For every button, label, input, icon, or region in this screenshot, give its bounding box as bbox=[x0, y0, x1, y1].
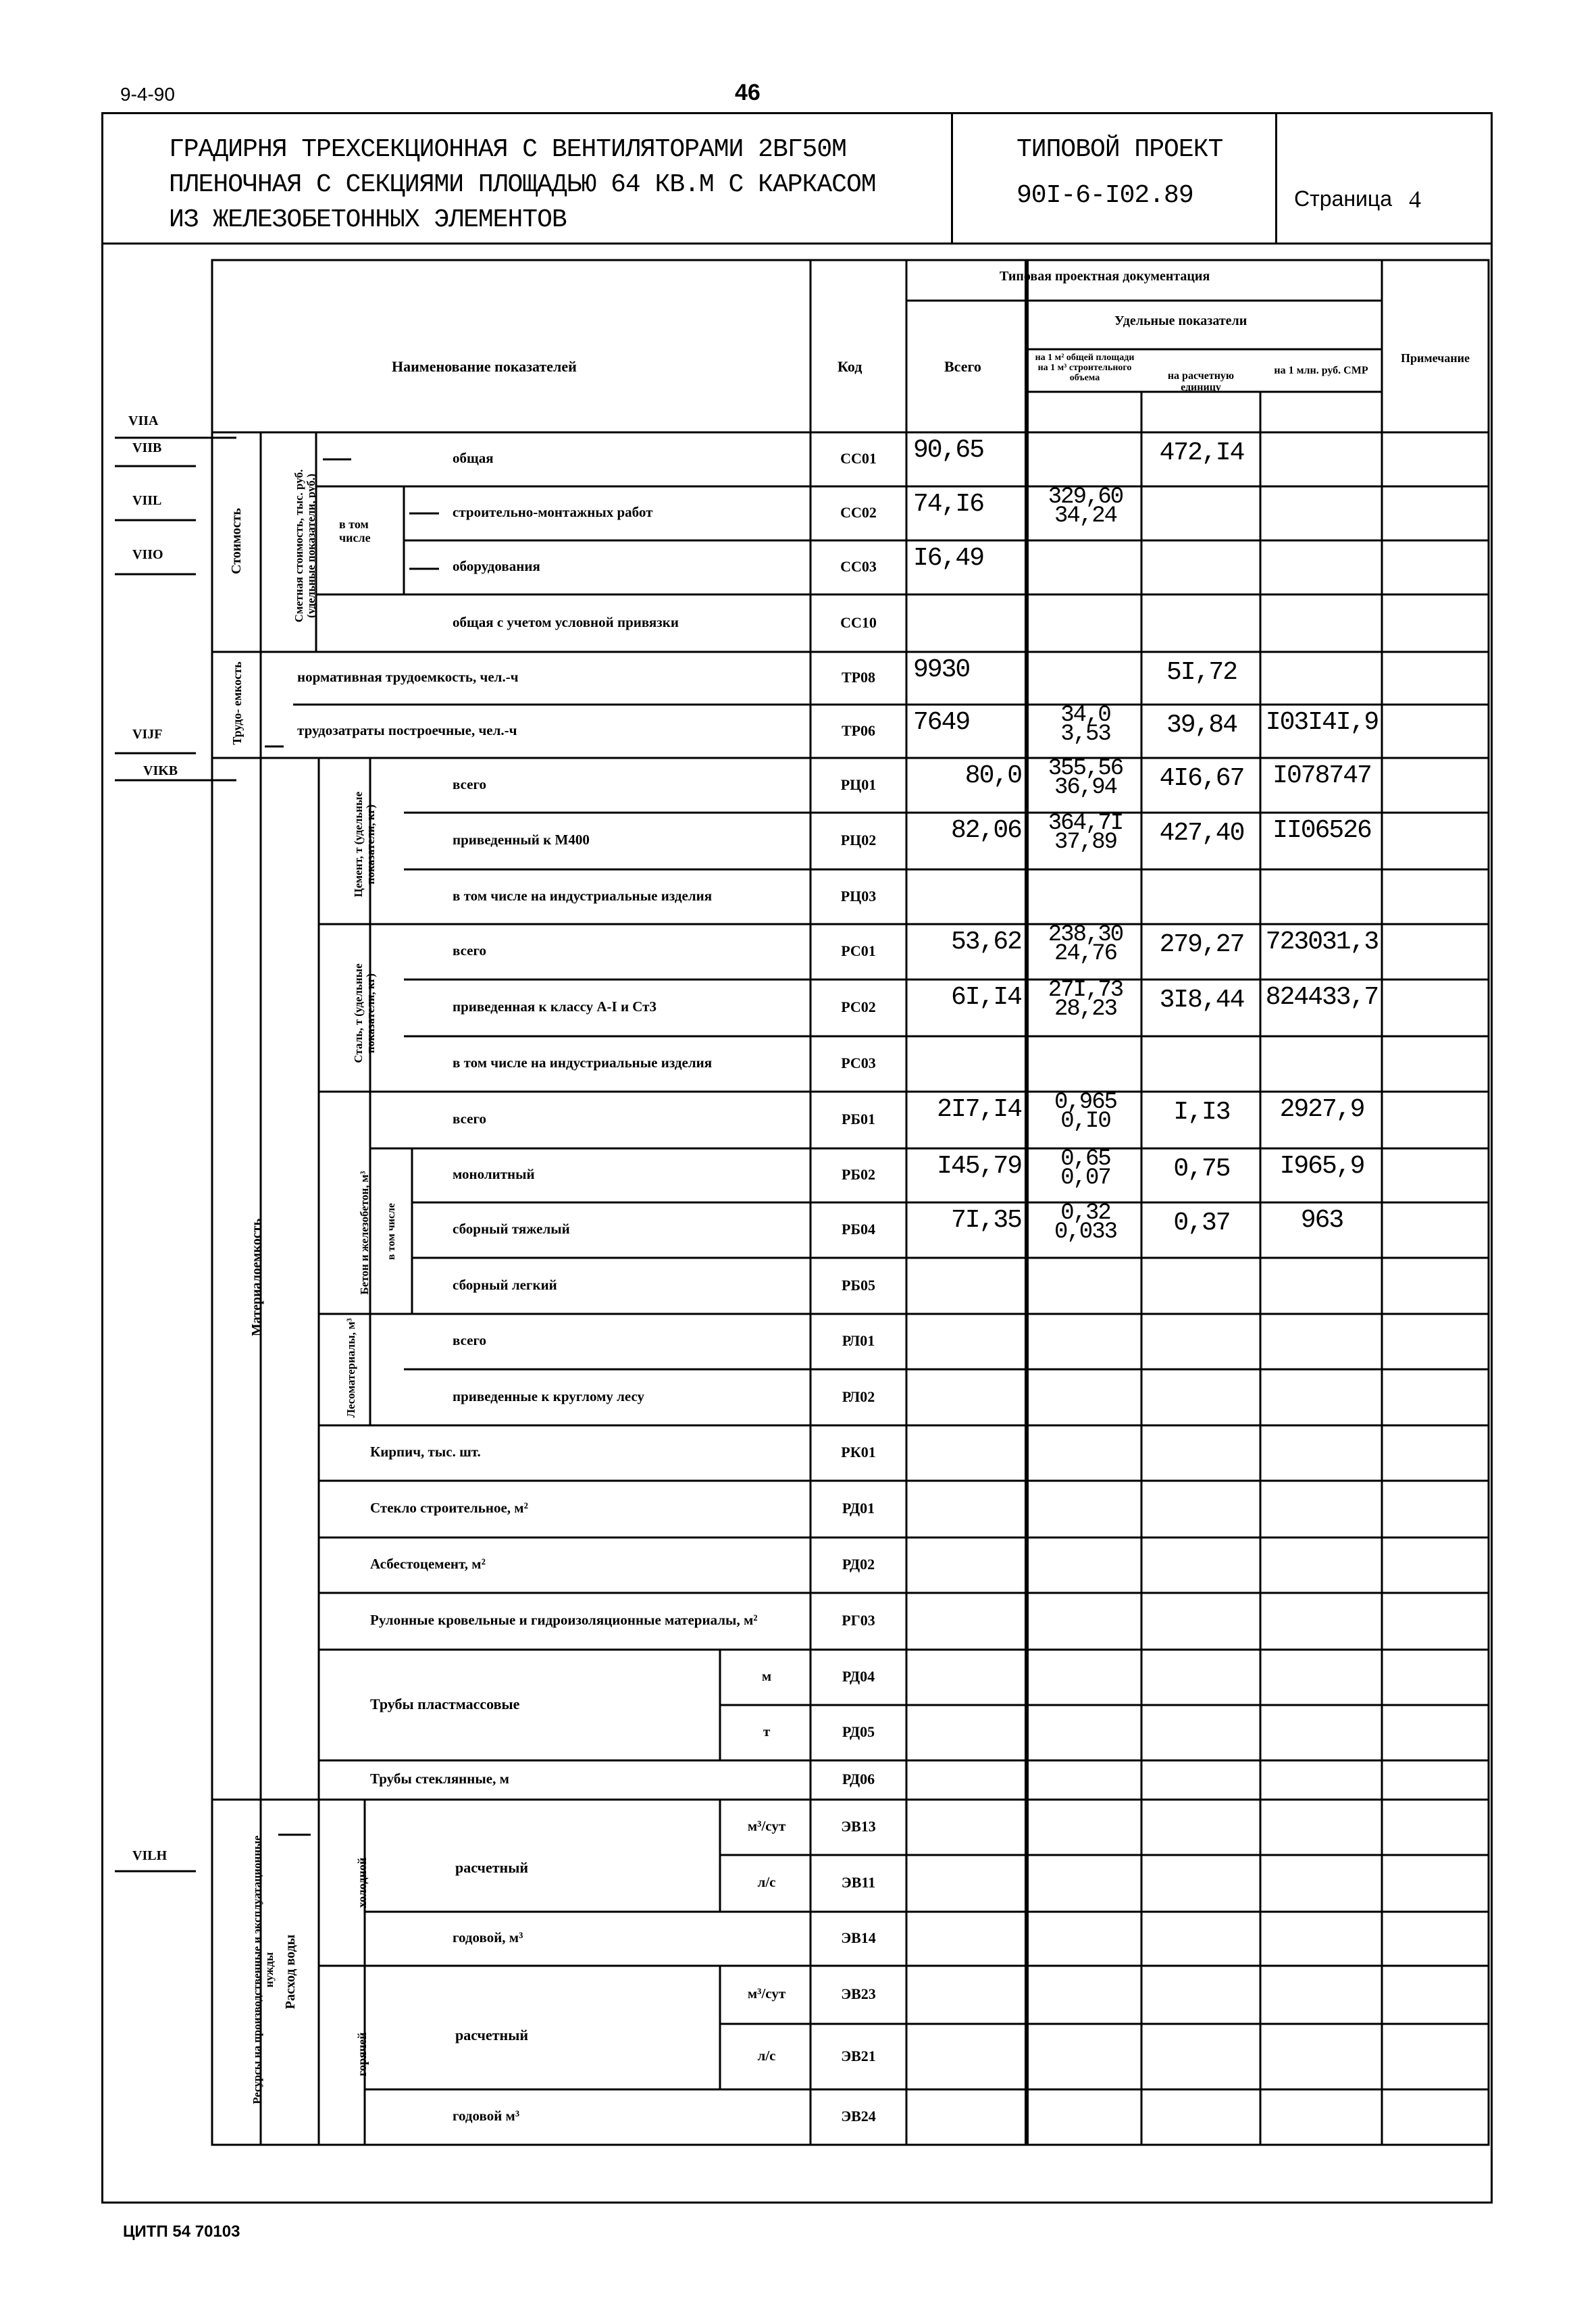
row-code: РС01 bbox=[841, 942, 876, 959]
group-water: Расход воды bbox=[283, 1934, 298, 2010]
col-total: Всего bbox=[944, 358, 981, 375]
row-code: РБ02 bbox=[842, 1166, 875, 1183]
row-code: СС10 bbox=[840, 613, 877, 631]
margin-code-viio: VIIO bbox=[132, 547, 163, 562]
row-total: 7649 bbox=[913, 708, 970, 737]
sheet-number: 46 bbox=[735, 80, 761, 105]
row-total: I45,79 bbox=[937, 1152, 1021, 1181]
row-name: монолитный bbox=[453, 1166, 535, 1182]
col-note: Примечание bbox=[1400, 351, 1470, 365]
row-name: приведенные к круглому лесу bbox=[453, 1388, 645, 1404]
margin-code-viil: VIIL bbox=[132, 493, 162, 508]
row-total: 6I,I4 bbox=[950, 983, 1021, 1012]
row-per-mln: 2927,9 bbox=[1279, 1095, 1364, 1124]
row-name: м³/сут bbox=[747, 1818, 786, 1834]
row-name: сборный тяжелый bbox=[453, 1221, 570, 1237]
row-per-mln: I965,9 bbox=[1279, 1152, 1364, 1181]
row-code: РЦ02 bbox=[840, 832, 877, 848]
row-code: ЭВ13 bbox=[841, 1818, 876, 1835]
page-label: Страница bbox=[1294, 186, 1393, 211]
group-cold: холодной bbox=[355, 1857, 369, 1908]
plastic-pipes-label: Трубы пластмассовые bbox=[370, 1696, 520, 1712]
group-cost-sub: Сметная стоимость, тыс. руб. (удельные показатели, руб.) bbox=[292, 469, 317, 623]
row-code: ЭВ24 bbox=[841, 2108, 876, 2125]
row-per-m2: 238,30 24,76 bbox=[1048, 922, 1123, 967]
group-timber: Лесоматериалы, м³ bbox=[344, 1318, 357, 1418]
row-name: приведенный к М400 bbox=[453, 832, 590, 848]
row-per-m2: 0,965 0,I0 bbox=[1054, 1090, 1117, 1134]
row-code: РД02 bbox=[842, 1556, 875, 1573]
row-per-mln: I03I4I,9 bbox=[1265, 708, 1379, 737]
row-per-unit: 0,75 bbox=[1173, 1154, 1230, 1184]
title-line-1: ГРАДИРНЯ ТРЕХСЕКЦИОННАЯ С ВЕНТИЛЯТОРАМИ 2ВГ50М bbox=[169, 135, 846, 164]
project-label: ТИПОВОЙ ПРОЕКТ bbox=[1016, 135, 1223, 164]
footer-code: ЦИТП 54 70103 bbox=[123, 2222, 240, 2241]
row-total: 80,0 bbox=[964, 761, 1021, 790]
row-code: ЭВ21 bbox=[841, 2047, 876, 2064]
row-per-mln: I078747 bbox=[1272, 761, 1371, 790]
row-code: СС03 bbox=[840, 558, 877, 575]
row-name: Асбестоцемент, м² bbox=[370, 1556, 486, 1572]
row-name: в том числе на индустриальные изделия bbox=[453, 887, 713, 904]
row-code: РГ03 bbox=[842, 1612, 875, 1629]
row-name: Рулонные кровельные и гидроизоляционные материалы, м² bbox=[370, 1612, 758, 1628]
row-name: трудозатраты построечные, чел.-ч bbox=[297, 721, 517, 738]
row-per-unit: 5I,72 bbox=[1166, 658, 1237, 687]
row-name: строительно-монтажных работ bbox=[453, 504, 653, 520]
series-code: 9-4-90 bbox=[120, 84, 175, 105]
row-total: 90,65 bbox=[913, 436, 984, 465]
row-total: 9930 bbox=[913, 655, 970, 684]
row-name: всего bbox=[453, 776, 487, 792]
row-code: РД06 bbox=[842, 1771, 875, 1787]
row-per-mln: II06526 bbox=[1272, 816, 1371, 845]
row-total: 74,I6 bbox=[913, 490, 984, 519]
row-code: СС01 bbox=[840, 450, 877, 467]
group-cement: Цемент, т (удельные показатели, кг) bbox=[352, 791, 377, 898]
row-total: 2I7,I4 bbox=[937, 1095, 1021, 1124]
group-including: в том числе bbox=[339, 517, 371, 544]
row-name: общая с учетом условной привязки bbox=[453, 613, 679, 630]
row-per-mln: 963 bbox=[1300, 1206, 1343, 1235]
row-per-mln: 723031,3 bbox=[1265, 927, 1379, 957]
row-name: сборный легкий bbox=[453, 1276, 557, 1293]
row-name: нормативная трудоемкость, чел.-ч bbox=[297, 669, 519, 685]
row-name: приведенная к классу А-I и Ст3 bbox=[453, 998, 657, 1015]
group-concrete: Бетон и железобетон, м³ bbox=[358, 1171, 371, 1295]
row-name: м bbox=[761, 1668, 772, 1684]
row-per-unit: 472,I4 bbox=[1159, 438, 1244, 467]
group-labor: Трудо- емкость bbox=[230, 661, 244, 745]
col-per-m2: на 1 м² общей площади на 1 м³ строительного объема bbox=[1035, 353, 1135, 383]
col-typical-docs: Типовая проектная документация bbox=[1000, 269, 1210, 284]
group-hot: горячей bbox=[355, 2032, 369, 2077]
row-code: РД04 bbox=[842, 1668, 875, 1685]
row-name: всего bbox=[453, 1332, 487, 1348]
row-name: общая bbox=[453, 450, 494, 466]
col-specific: Удельные показатели bbox=[1114, 313, 1247, 328]
row-code: РС02 bbox=[841, 998, 876, 1015]
row-code: РД01 bbox=[842, 1500, 875, 1517]
row-per-m2: 364,7I 37,89 bbox=[1048, 811, 1123, 855]
calc-cold-label: расчетный bbox=[455, 1859, 529, 1876]
row-code: РБ05 bbox=[842, 1276, 875, 1294]
row-per-mln: 824433,7 bbox=[1265, 983, 1379, 1012]
title-line-2: ПЛЕНОЧНАЯ С СЕКЦИЯМИ ПЛОЩАДЬЮ 64 КВ.М С КАРКАСОМ bbox=[169, 170, 876, 199]
row-per-m2: 0,32 0,033 bbox=[1054, 1200, 1117, 1245]
row-per-m2: 355,56 36,94 bbox=[1048, 756, 1123, 800]
group-materials: Материалоемкость bbox=[249, 1218, 264, 1337]
row-code: ЭВ14 bbox=[841, 1929, 876, 1946]
col-name-header: Наименование показателей bbox=[392, 358, 577, 375]
row-name: всего bbox=[453, 942, 487, 959]
row-code: РД05 bbox=[842, 1723, 875, 1740]
row-code: РБ01 bbox=[842, 1111, 875, 1127]
row-code: ЭВ23 bbox=[841, 1985, 876, 2002]
row-code: РЦ03 bbox=[840, 887, 877, 905]
row-name: Стекло строительное, м² bbox=[370, 1500, 528, 1516]
row-name: годовой м³ bbox=[453, 2108, 520, 2124]
row-per-m2: 0,65 0,07 bbox=[1060, 1146, 1110, 1191]
row-code: ЭВ11 bbox=[841, 1874, 876, 1891]
row-code: РЛ02 bbox=[842, 1388, 875, 1405]
row-name: годовой, м³ bbox=[453, 1929, 523, 1946]
row-code: РС03 bbox=[841, 1054, 876, 1071]
row-code: РЛ01 bbox=[842, 1332, 875, 1349]
margin-code-viia: VIIA bbox=[128, 413, 159, 428]
title-line-3: ИЗ ЖЕЛЕЗОБЕТОННЫХ ЭЛЕМЕНТОВ bbox=[169, 205, 567, 234]
row-name: л/с bbox=[757, 1874, 776, 1890]
group-concrete-incl: в том числе bbox=[386, 1202, 397, 1261]
row-name: Кирпич, тыс. шт. bbox=[370, 1444, 481, 1460]
margin-code-viib: VIIB bbox=[132, 440, 162, 455]
row-per-m2: 329,60 34,24 bbox=[1048, 484, 1123, 529]
row-code: ТР06 bbox=[841, 721, 876, 739]
page-number: 4 bbox=[1409, 186, 1421, 213]
row-code: РК01 bbox=[841, 1444, 876, 1460]
project-number: 90I-6-I02.89 bbox=[1016, 181, 1193, 210]
row-per-unit: 39,84 bbox=[1166, 711, 1237, 740]
row-total: 7I,35 bbox=[950, 1206, 1021, 1235]
group-cost: Стоимость bbox=[229, 508, 244, 574]
col-code-header: Код bbox=[838, 358, 863, 375]
row-name: т bbox=[763, 1723, 771, 1739]
row-total: 53,62 bbox=[950, 927, 1021, 957]
row-per-unit: 3I8,44 bbox=[1159, 986, 1244, 1015]
row-name: л/с bbox=[757, 2047, 776, 2064]
row-per-unit: 427,40 bbox=[1159, 819, 1244, 848]
row-code: РБ04 bbox=[842, 1221, 875, 1238]
row-per-unit: 0,37 bbox=[1173, 1209, 1230, 1238]
margin-code-vikb: VIKB bbox=[143, 763, 178, 778]
row-total: 82,06 bbox=[950, 816, 1021, 845]
row-per-m2: 34,0 3,53 bbox=[1060, 703, 1110, 747]
row-per-unit: I,I3 bbox=[1173, 1098, 1230, 1127]
row-name: м³/сут bbox=[747, 1985, 786, 2002]
row-name: оборудования bbox=[453, 558, 540, 574]
row-code: РЦ01 bbox=[840, 776, 877, 793]
row-per-unit: 4I6,67 bbox=[1159, 764, 1244, 793]
row-per-unit: 279,27 bbox=[1159, 930, 1244, 959]
row-name: в том числе на индустриальные изделия bbox=[453, 1054, 713, 1071]
row-name: всего bbox=[453, 1111, 487, 1127]
row-code: СС02 bbox=[840, 504, 877, 521]
col-per-mln: на 1 млн. руб. СМР bbox=[1274, 365, 1368, 376]
margin-code-vilh: VILH bbox=[132, 1848, 168, 1863]
row-code: ТР08 bbox=[841, 669, 876, 686]
row-name: Трубы стеклянные, м bbox=[370, 1771, 509, 1787]
row-per-m2: 27I,73 28,23 bbox=[1048, 977, 1123, 1022]
group-resources: Ресурсы на производственные и эксплуатационные нужды bbox=[251, 1835, 276, 2104]
col-per-unit: на расчетную единицу bbox=[1167, 370, 1235, 393]
margin-code-vijf: VIJF bbox=[132, 727, 163, 742]
calc-hot-label: расчетный bbox=[455, 2027, 529, 2043]
group-steel: Сталь, т (удельные показатели, кг) bbox=[352, 963, 377, 1063]
row-total: I6,49 bbox=[913, 544, 984, 573]
